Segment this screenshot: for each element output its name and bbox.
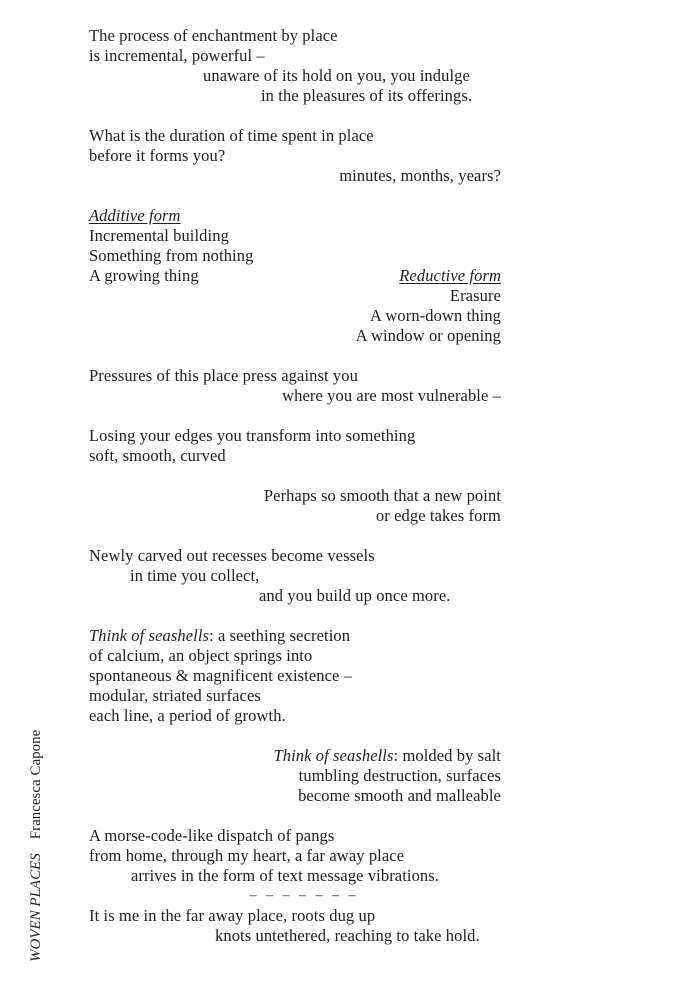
poem-line: in the pleasures of its offerings. xyxy=(261,86,473,105)
poem-line: A worn-down thing xyxy=(370,306,501,325)
series-title: WOVEN PLACES xyxy=(28,853,44,962)
poem-line: become smooth and malleable xyxy=(298,786,501,805)
poem-line: Losing your edges you transform into something xyxy=(89,426,416,445)
author-name: Francesca Capone xyxy=(28,729,44,840)
poem-line: What is the duration of time spent in place xyxy=(89,126,374,145)
poem-body xyxy=(89,26,501,946)
additive-form-heading: Additive form xyxy=(89,206,181,225)
reductive-form-heading: Reductive form xyxy=(399,266,501,285)
poem-line: Pressures of this place press against you xyxy=(89,366,358,385)
poem-line: A window or opening xyxy=(355,326,501,345)
poem-line: soft, smooth, curved xyxy=(89,446,226,465)
poem-line: before it forms you? xyxy=(89,146,226,165)
poem-line: or edge takes form xyxy=(375,506,501,525)
poem-line: knots untethered, reaching to take hold. xyxy=(215,926,480,945)
poem-line: A morse-code-like dispatch of pangs xyxy=(89,826,335,845)
poem-line: modular, striated surfaces xyxy=(89,686,261,705)
poem-line: A growing thing xyxy=(89,266,199,285)
poem-line: Newly carved out recesses become vessels xyxy=(89,546,375,565)
poem-line: Think of seashells: a seething secretion xyxy=(89,626,351,645)
poem-line: Erasure xyxy=(449,286,501,305)
poem-line: from home, through my heart, a far away place xyxy=(89,846,405,865)
poem-line: It is me in the far away place, roots dug up xyxy=(89,906,376,925)
poem-line: arrives in the form of text message vibrations. xyxy=(131,866,440,885)
poem-line: of calcium, an object springs into xyxy=(89,646,313,665)
poem-line: each line, a period of growth. xyxy=(89,706,286,725)
poem-line: unaware of its hold on you, you indulge xyxy=(203,66,470,85)
poem-line: Something from nothing xyxy=(89,246,254,265)
running-sidebar xyxy=(27,730,45,962)
poem-line: tumbling destruction, surfaces xyxy=(298,766,501,785)
poem-line: is incremental, powerful – xyxy=(89,46,265,65)
poem-line: in time you collect, xyxy=(130,566,260,585)
poem-line: The process of enchantment by place xyxy=(89,26,338,45)
poem-line: spontaneous & magnificent existence – xyxy=(89,666,353,685)
poem-line: Perhaps so smooth that a new point xyxy=(263,486,501,505)
poem-line-split xyxy=(89,266,501,286)
poem-line: and you build up once more. xyxy=(259,586,451,605)
poem-line: minutes, months, years? xyxy=(339,166,501,185)
poem-line: Think of seashells: molded by salt xyxy=(273,746,501,765)
poem-line: Incremental building xyxy=(89,226,229,245)
poem-line: where you are most vulnerable – xyxy=(282,386,501,405)
section-separator: – – – – – – – xyxy=(249,888,359,903)
